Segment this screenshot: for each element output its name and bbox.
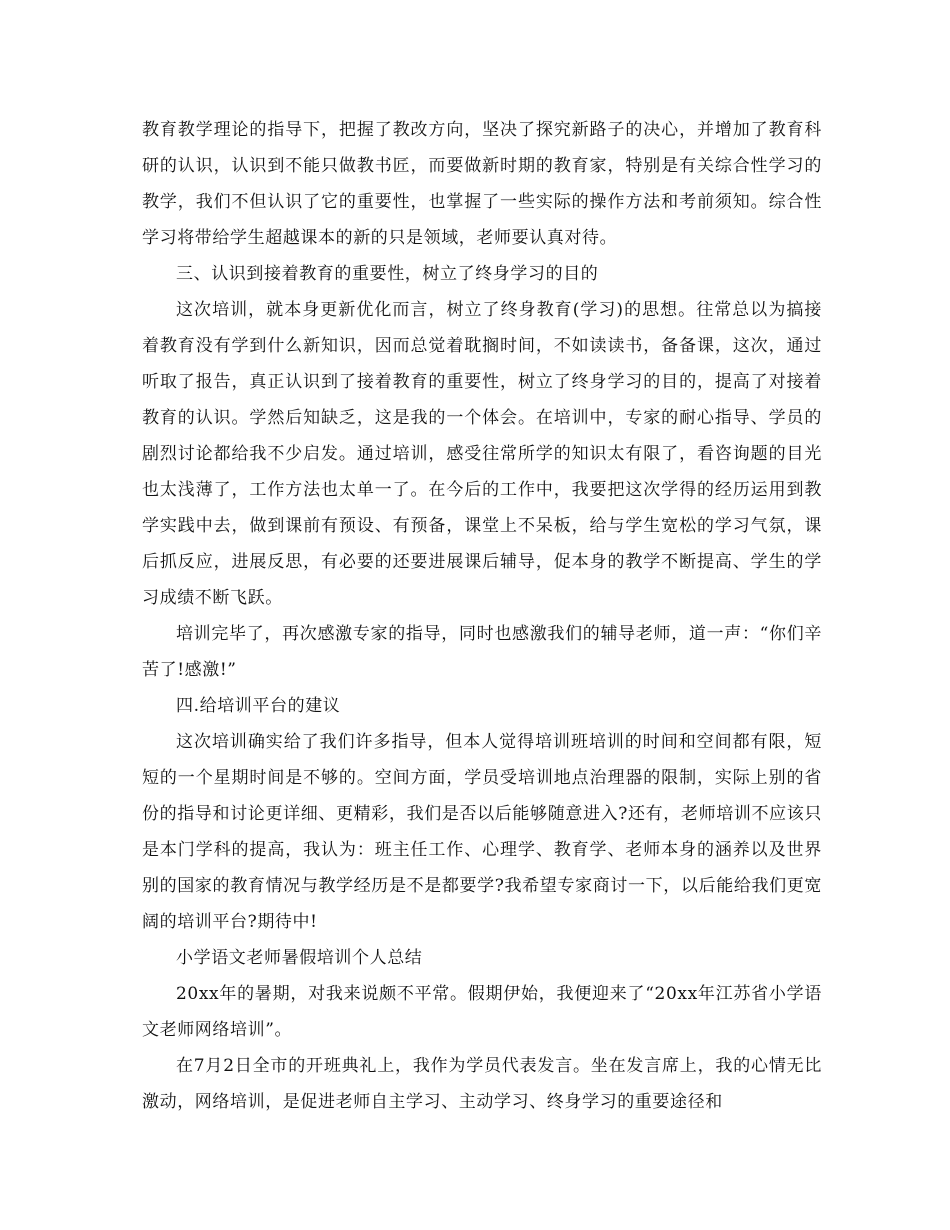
paragraph-2: 这次培训，就本身更新优化而言，树立了终身教育(学习)的思想。往常总以为搞接着教育没有学到什么新知识，因而总觉着耽搁时间，不如读读书，备备课，这次，通过听取了报告，真正认识到了接着教育的重要性，树立了终身学习的目的，提高了对接着教育的认识。学然后知缺乏，这是我的一个体会。在培训中，专家的耐心指导、学员的剧烈讨论都给我不少启发。通过培训，感受往常所学的知识太有限了，看咨询题的目光也太浅薄了，工作方法也太单一了。在今后的工作中，我要把这次学得的经历运用到教学实践中去，做到课前有预设、有预备，课堂上不呆板，给与学生宽松的学习气氛，课后抓反应，进展反思，有必要的还要进展课后辅导，促本身的教学不断提高、学生的学习成绩不断飞跃。	[142, 300, 822, 608]
paragraph-1: 教育教学理论的指导下，把握了教改方向，坚决了探究新路子的决心，并增加了教育科研的认识，认识到不能只做教书匠，而要做新时期的教育家，特别是有关综合性学习的教学，我们不但认识了它的重要性，也掌握了一些实际的操作方法和考前须知。综合性学习将带给学生超越课本的新的只是领域，老师要认真对待。	[142, 120, 822, 248]
paragraph-4: 这次培训确实给了我们许多指导，但本人觉得培训班培训的时间和空间都有限，短短的一个星期时间是不够的。空间方面，学员受培训地点治理器的限制，实际上别的省份的指导和讨论更详细、更精彩，我们是否以后能够随意进入?还有，老师培训不应该只是本门学科的提高，我认为：班主任工作、心理学、教育学、老师本身的涵养以及世界别的国家的教育情况与教学经历是不是都要学?我希望专家商讨一下，以后能给我们更宽阔的培训平台?期待中!	[142, 732, 822, 932]
document-body	[142, 112, 822, 1120]
article-title: 小学语文老师暑假培训个人总结	[176, 948, 423, 968]
paragraph-6: 在7月2日全市的开班典礼上，我作为学员代表发言。坐在发言席上，我的心情无比激动，网络培训，是促进老师自主学习、主动学习、终身学习的重要途径和	[142, 1056, 822, 1112]
paragraph-3: 培训完毕了，再次感激专家的指导，同时也感激我们的辅导老师，道一声：“你们辛苦了!感激!”	[142, 624, 822, 680]
paragraph-5: 20xx年的暑期，对我来说颇不平常。假期伊始，我便迎来了“20xx年江苏省小学语文老师网络培训”。	[142, 984, 822, 1040]
section-heading-3: 三、认识到接着教育的重要性，树立了终身学习的目的	[176, 264, 599, 284]
section-heading-4: 四.给培训平台的建议	[176, 696, 341, 716]
